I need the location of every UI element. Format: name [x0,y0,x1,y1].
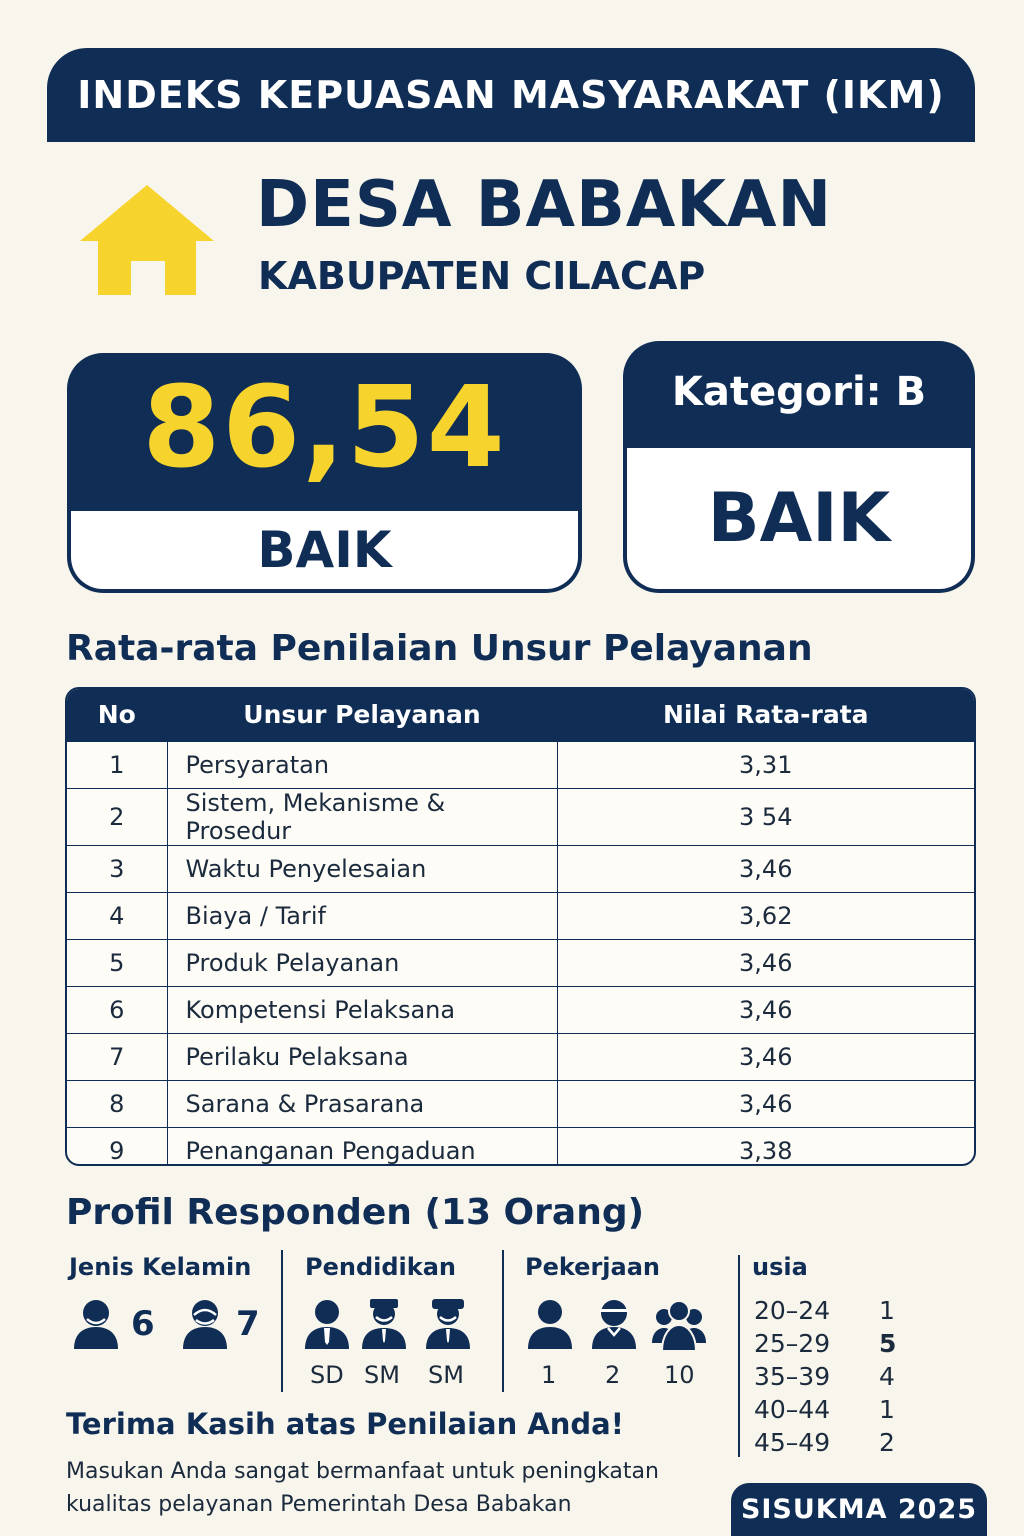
row-nilai: 3,46 [557,845,974,892]
row-nilai: 3,62 [557,892,974,939]
header-banner [47,48,975,142]
age-range: 25–29 [754,1329,831,1358]
ikm-score-value: 86,54 [142,363,507,493]
education-label: Pendidikan [305,1253,457,1281]
row-nilai: 3,38 [557,1127,974,1166]
row-nilai: 3 54 [557,788,974,845]
table-row [67,1080,974,1127]
row-nilai: 3,46 [557,1033,974,1080]
occupation-count-2: 2 [605,1361,621,1389]
occupation-count-1: 1 [541,1361,557,1389]
gender-label: Jenis Kelamin [69,1253,252,1281]
row-no: 1 [67,741,167,788]
occupation-count-3: 10 [664,1361,695,1389]
table-header-row [67,689,974,741]
person-graduate-icon [360,1297,408,1351]
age-label: usia [752,1253,808,1281]
person-tie-icon [303,1297,351,1351]
row-no: 3 [67,845,167,892]
age-range: 35–39 [754,1362,831,1391]
footer-badge [731,1483,987,1536]
occupation-label: Pekerjaan [525,1253,660,1281]
age-count: 1 [879,1296,895,1325]
age-count: 5 [879,1329,897,1358]
gender-male-count: 6 [131,1304,155,1344]
thank-you-note [66,1455,659,1521]
page-subtitle: KABUPATEN CILACAP [258,254,706,298]
age-count: 1 [879,1395,895,1424]
row-unsur: Biaya / Tarif [167,892,557,939]
table-row [67,741,974,788]
table-row [67,1127,974,1166]
row-unsur: Produk Pelayanan [167,939,557,986]
person-graduate-icon [424,1297,472,1351]
banner-title: INDEKS KEPUASAN MASYARAKAT (IKM) [77,73,945,117]
column-header-no: No [67,689,167,741]
row-no: 5 [67,939,167,986]
row-no: 9 [67,1127,167,1166]
thank-you-note-line: Masukan Anda sangat bermanfaat untuk peningkatan [66,1459,659,1484]
profile-divider [502,1250,504,1392]
group-icon [652,1297,706,1351]
row-nilai: 3,46 [557,939,974,986]
thank-you-note-line: kualitas pelayanan Pemerintah Desa Babakan [66,1492,572,1517]
page-title: DESA BABAKAN [256,168,833,242]
person-helmet-icon [590,1297,638,1351]
table-row [67,986,974,1033]
ikm-score-label-box [71,511,578,589]
row-unsur: Sistem, Mekanisme & Prosedur [167,788,557,845]
profile-divider [738,1255,740,1457]
gender-female-count: 7 [236,1304,260,1344]
row-unsur: Persyaratan [167,741,557,788]
row-unsur: Sarana & Prasarana [167,1080,557,1127]
female-person-icon [181,1297,229,1351]
education-label-1: SD [310,1361,344,1389]
row-no: 8 [67,1080,167,1127]
thank-you-heading: Terima Kasih atas Penilaian Anda! [66,1407,624,1441]
category-label: Kategori: B [671,369,927,415]
table-row [67,788,974,845]
row-nilai: 3,46 [557,1080,974,1127]
table-row [67,939,974,986]
row-unsur: Perilaku Pelaksana [167,1033,557,1080]
age-count: 2 [879,1428,895,1457]
age-range: 20–24 [754,1296,831,1325]
row-no: 7 [67,1033,167,1080]
education-label-3: SM [428,1361,464,1389]
male-person-icon [72,1297,120,1351]
table-row [67,845,974,892]
footer-badge-text: SISUKMA 2025 [740,1494,978,1525]
table-row [67,1033,974,1080]
category-value: BAIK [707,479,891,558]
table-section-title: Rata-rata Penilaian Unsur Pelayanan [66,628,813,669]
house-icon [78,183,216,298]
ikm-score-label: BAIK [257,521,392,579]
row-nilai: 3,31 [557,741,974,788]
category-value-box [627,448,971,589]
ikm-score-card [67,353,582,593]
row-unsur: Penanganan Pengaduan [167,1127,557,1166]
row-unsur: Waktu Penyelesaian [167,845,557,892]
age-count: 4 [879,1362,895,1391]
column-header-unsur: Unsur Pelayanan [167,689,557,741]
age-range: 40–44 [754,1395,831,1424]
row-nilai: 3,46 [557,986,974,1033]
row-no: 6 [67,986,167,1033]
service-elements-table [65,687,976,1166]
column-header-nilai: Nilai Rata-rata [557,689,974,741]
profile-section-title: Profil Responden (13 Orang) [66,1192,645,1233]
row-no: 4 [67,892,167,939]
row-unsur: Kompetensi Pelaksana [167,986,557,1033]
education-label-2: SM [364,1361,400,1389]
person-icon [526,1297,574,1351]
category-card [623,341,975,593]
table-row [67,892,974,939]
profile-divider [281,1250,283,1392]
row-no: 2 [67,788,167,845]
age-range: 45–49 [754,1428,831,1457]
